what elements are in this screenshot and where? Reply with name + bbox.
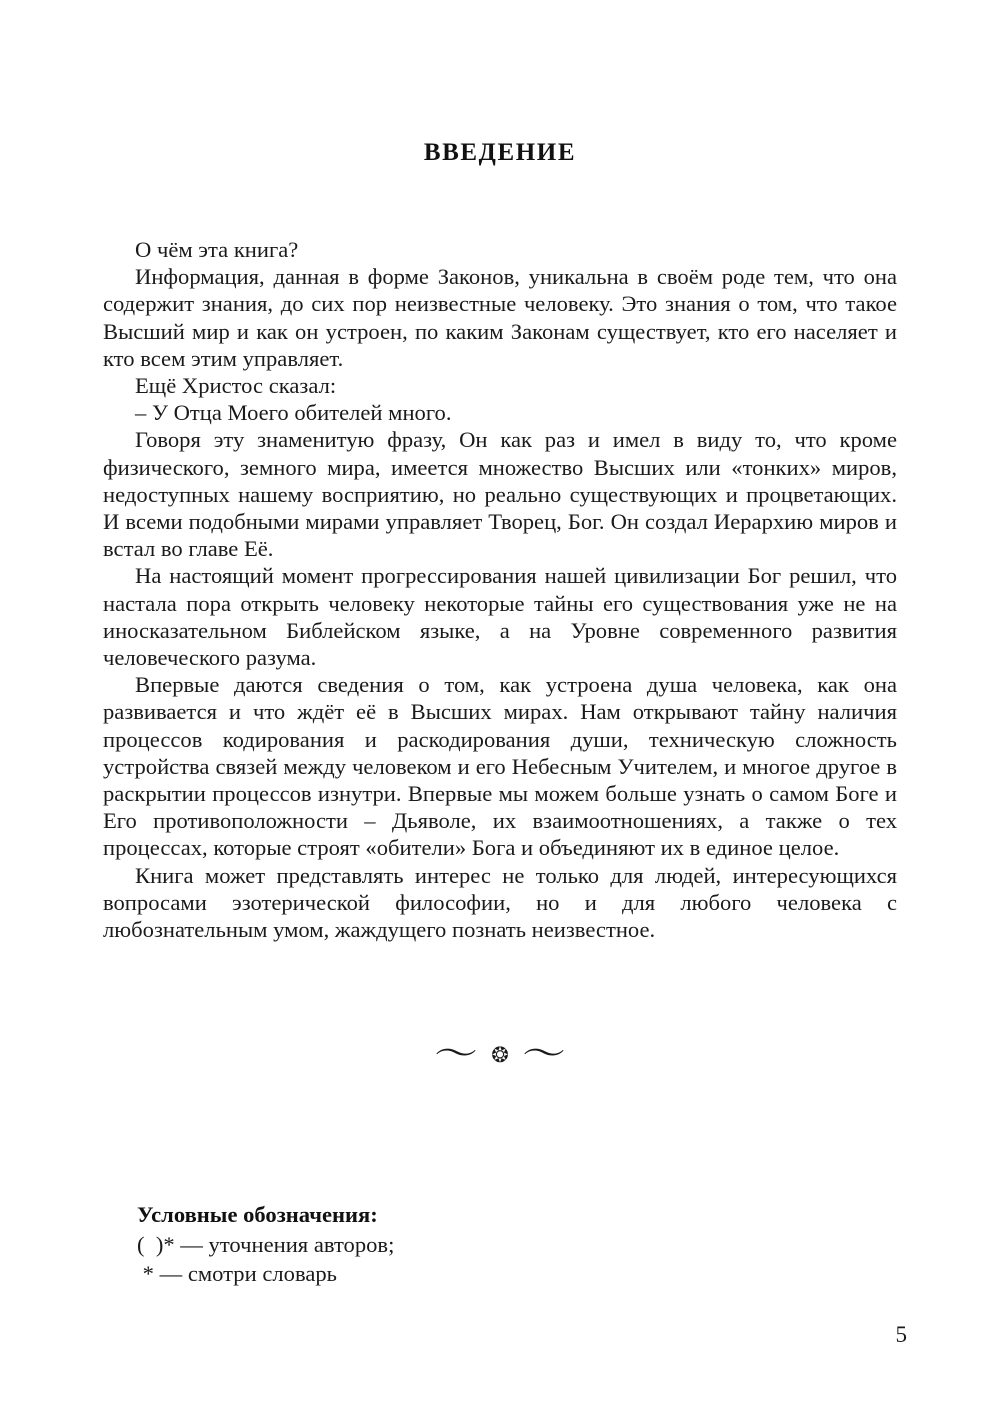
- legend-block: [137, 1200, 737, 1288]
- swash-right-icon: ～: [522, 1035, 566, 1074]
- paragraph: Ещё Христос сказал:: [135, 373, 337, 399]
- floret-icon: ❂: [491, 1042, 509, 1067]
- paragraph: Информация, данная в форме Законов, уникальна в своём роде тем, что она содержит знания, до сих пор неизвестные человеку. Это знания о том, что такое Высший мир и как он устроен, по каким Законам существует, кто его населяет и кто всем этим управляет.: [103, 264, 897, 371]
- swash-left-icon: ～: [434, 1035, 478, 1074]
- legend-title: Условные обозначения:: [137, 1202, 378, 1227]
- legend-line: * — смотри словарь: [137, 1261, 337, 1286]
- paragraph-dialogue: – У Отца Моего обителей много.: [135, 400, 452, 426]
- paragraph: Книга может представлять интерес не только для людей, интересующихся вопросами эзотерической философии, но и для любого человека с любознательным умом, жаждущего познать неизвестное.: [103, 862, 897, 943]
- section-divider-ornament: [0, 1035, 1000, 1074]
- paragraph: На настоящий момент прогрессирования нашей цивилизации Бог решил, что настала пора открыть человеку некоторые тайны его существования уже не на иносказательном Библейском языке, а на Уровне современного развития человеческого разума.: [103, 563, 897, 671]
- page-title: ВВЕДЕНИЕ: [423, 138, 577, 166]
- paragraph: О чём эта книга?: [135, 237, 299, 262]
- page-number: 5: [895, 1322, 907, 1347]
- paragraph: Говоря эту знаменитую фразу, Он как раз и имел в виду то, что кроме физического, земного мира, имеется множество Высших или «тонких» миров, недоступных нашему восприятию, но реально существующих и процветающих. И всеми подобными мирами управляет Творец, Бог. Он создал Иерархию миров и встал во главе Её.: [103, 427, 897, 562]
- paragraph: Впервые даются сведения о том, как устроена душа человека, как она развивается и что ждёт её в Высших мирах. Нам открывают тайну наличия процессов кодирования и раскодирования души, техническую сложность устройства связей между человеком и его Небесным Учителем, и многое другое в раскрытии процессов изнутри. Впервые мы можем больше узнать о самом Боге и Его противоположности – Дьяволе, их взаимоотношениях, а также о тех процессах, которые строят «обители» Бога и объединяют их в единое целое.: [103, 672, 897, 861]
- legend-line: ( )* — уточнения авторов;: [137, 1232, 395, 1257]
- body-text-column: [103, 236, 897, 943]
